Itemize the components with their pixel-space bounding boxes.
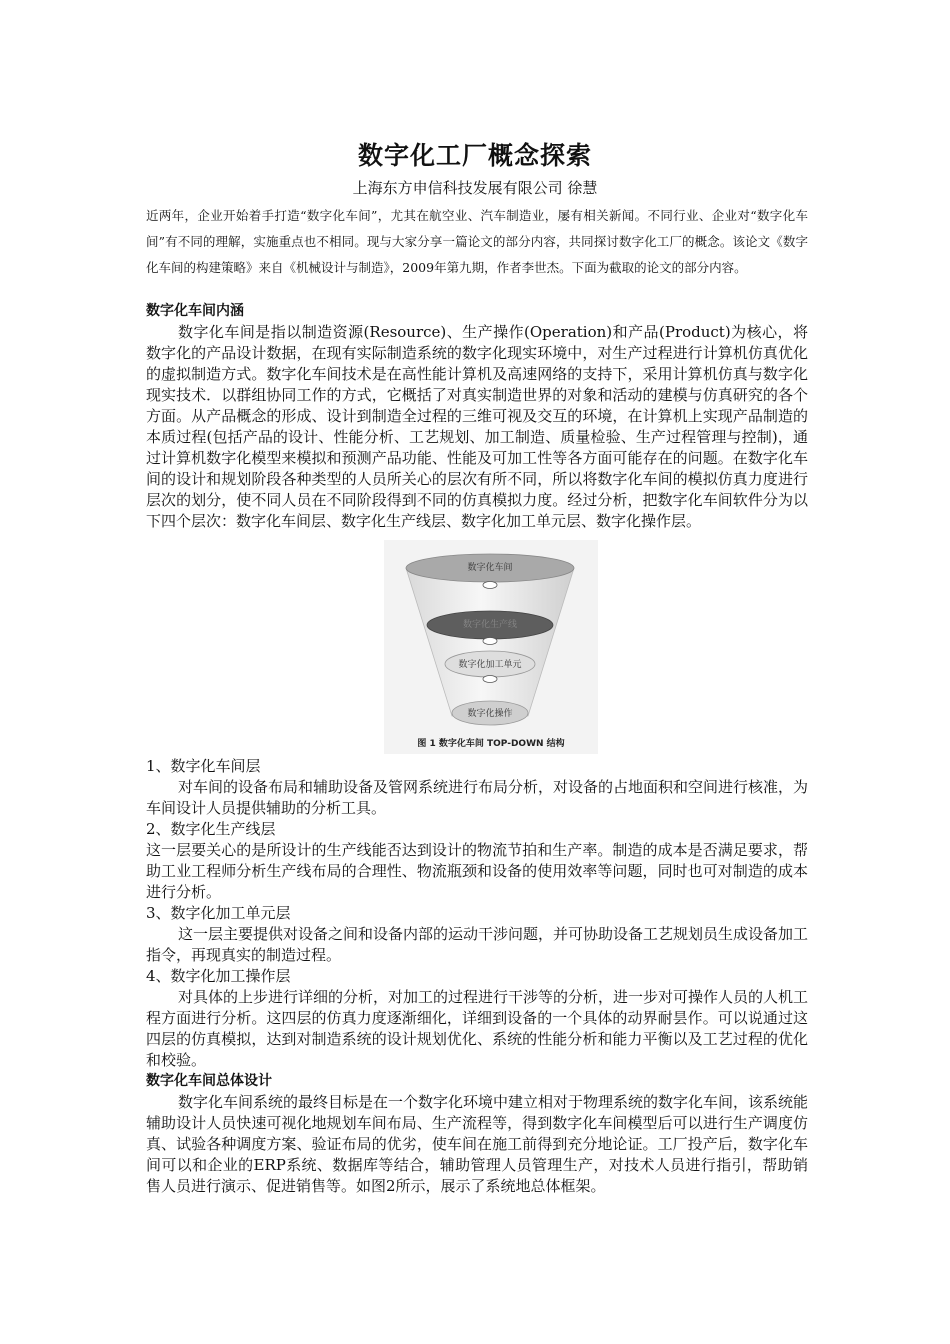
axis-hole-3 [483, 676, 497, 683]
level-heading-3: 3、数字化加工单元层 [146, 904, 291, 922]
level-heading-1: 1、数字化车间层 [146, 757, 261, 775]
layer-label-1: 数字化车间 [467, 563, 513, 573]
section-heading: 数字化车间内涵 [146, 303, 244, 319]
layer-label-4: 数字化操作 [467, 709, 513, 719]
author-line: 上海东方申信科技发展有限公司 徐慧 [352, 179, 598, 197]
level-heading-2: 2、数字化生产线层 [146, 820, 276, 838]
level-heading-4: 4、数字化加工操作层 [146, 967, 291, 985]
intro-paragraph: 近两年，企业开始着手打造“数字化车间”，尤其在航空业、汽车制造业，屡有相关新闻。不同行业、企业对“数字化车间”有不同的理解，实施重点也不相同。现与大家分享一篇论文的部分内容，共同探讨数字化工厂的概念。该论文《数字化车间的构建策略》来自《机械设计与制造》，2009年第九期，作者李世杰。下面为截取的论文的部分内容。 [146, 208, 808, 275]
levels-section [146, 756, 808, 1197]
level-text-3: 这一层主要提供对设备之间和设备内部的运动干涉问题，并可协助设备工艺规划员生成设备加工指令，再现真实的制造过程。 [146, 925, 809, 964]
layer-label-2: 数字化生产线 [462, 620, 518, 630]
cone-diagram [384, 540, 598, 754]
axis-hole-2 [483, 638, 497, 645]
level-text-4: 对具体的上步进行详细的分析，对加工的过程进行干涉等的分析，进一步对可操作人员的人机工程方面进行分析。这四层的仿真力度逐渐细化，详细到设备的一个具体的动界耐昙作。可以说通过这四层的仿真模拟，达到对制造系统的设计规划优化、系统的性能分析和能力平衡以及工艺过程的优化和校验。 [146, 988, 809, 1069]
axis-hole-1 [483, 582, 497, 589]
section-heading-design: 数字化车间总体设计 [146, 1073, 272, 1089]
section-paragraph: 数字化车间是指以制造资源(Resource)、生产操作(Operation)和产品(Product)为核心，将数字化的产品设计数据，在现有实际制造系统的数字化现实环境中，对生产过程进行计算机仿真优化的虚拟制造方式。数字化车间技术是在高性能计算机及高速网络的支持下，采用计算机仿真与数字化现实技术．以群组协同工作的方式，它概括了对真实制造世界的对象和活动的建模与仿真研究的各个方面。从产品概念的形成、设计到制造全过程的三维可视及交互的环境，在计算机上实现产品制造的本质过程(包括产品的设计、性能分析、工艺规划、加工制造、质量检验、生产过程管理与控制)，通过计算机数字化模型来模拟和预测产品功能、性能及可加工性等各方面可能存在的问题。在数字化车间的设计和规划阶段各种类型的人员所关心的层次有所不同，所以将数字化车间的模拟仿真力度进行层次的划分，使不同人员在不同阶段得到不同的仿真模拟力度。经过分析，把数字化车间软件分为以下四个层次：数字化车间层、数字化生产线层、数字化加工单元层、数字化操作层。 [146, 323, 808, 530]
layer-label-3: 数字化加工单元 [458, 660, 522, 670]
level-text-1: 对车间的设备布局和辅助设备及管网系统进行布局分析，对设备的占地面积和空间进行核准，为车间设计人员提供辅助的分析工具。 [146, 778, 809, 817]
figure-caption: 图 1 数字化车间 TOP-DOWN 结构 [417, 739, 565, 749]
level-text-2: 这一层要关心的是所设计的生产线能否达到设计的物流节拍和生产率。制造的成本是否满足要求，帮助工业工程师分析生产线布局的合理性、物流瓶颈和设备的使用效率等问题，同时也可对制造的成本进行分析。 [146, 841, 808, 901]
section-connotation [146, 301, 808, 532]
section-paragraph-design: 数字化车间系统的最终目标是在一个数字化环境中建立相对于物理系统的数字化车间，该系统能辅助设计人员快速可视化地规划车间布局、生产流程等，得到数字化车间模型后可以进行生产调度仿真、试验各种调度方案、验证布局的优劣，使车间在施工前得到充分地论证。工厂投产后，数字化车间可以和企业的ERP系统、数据库等结合，辅助管理人员管理生产，对技术人员进行指引，帮助销售人员进行演示、促进销售等。如图2所示，展示了系统地总体框架。 [146, 1093, 809, 1195]
figure-top-down-structure [384, 540, 598, 754]
document-title: 数字化工厂概念探索 [357, 141, 592, 170]
